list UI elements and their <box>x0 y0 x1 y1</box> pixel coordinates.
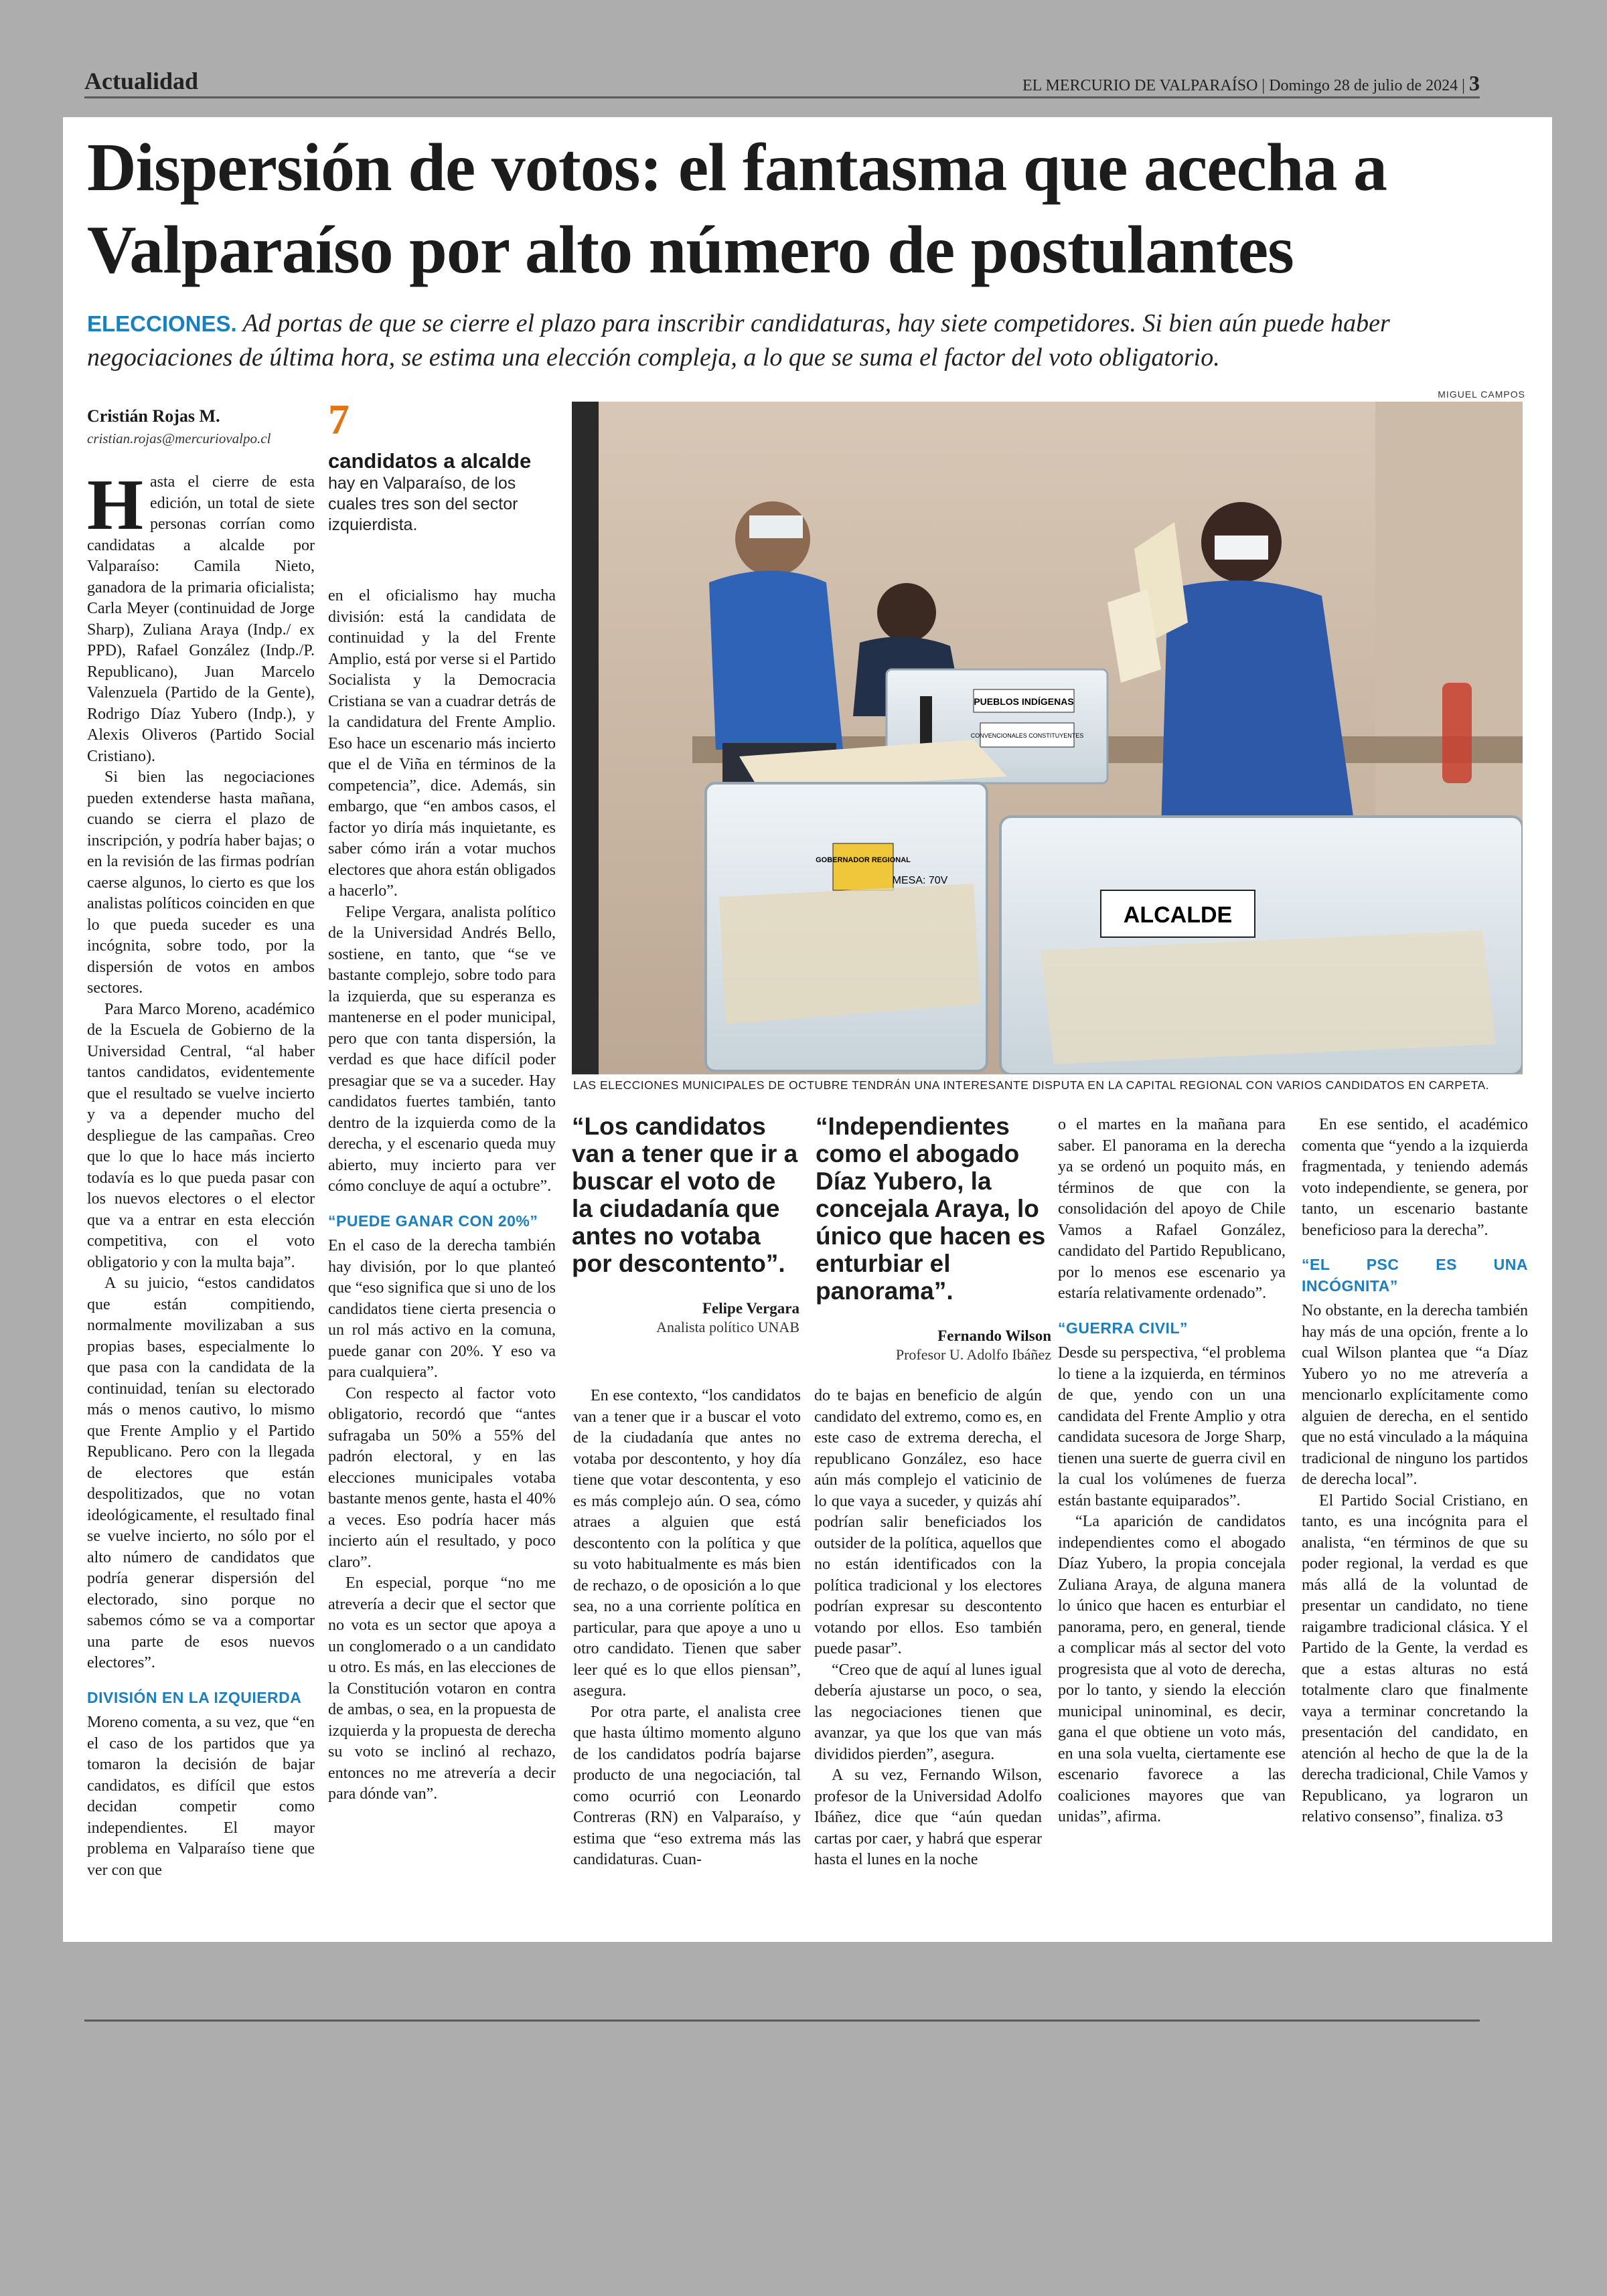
section-name: Actualidad <box>84 68 199 94</box>
paragraph: A su vez, Fernando Wilson, profesor de la Universidad Adolfo Ibáñez, dice que “aún quedan cartas por caer, y habrá que esperar hasta el lunes en la noche <box>814 1767 1042 1868</box>
pull-quote-2 <box>816 1113 1051 1364</box>
column-2 <box>328 586 556 1805</box>
paragraph: En especial, porque “no me atrevería a decir que el sector que no vota es un sector que apoya a un conglomerado o a un candidato u otro. Es más, en las elecciones de la Constitución votaron en contra de ambas, o sea, en la propuesta de izquierda y la propuesta de derecha su voto se inclinó al rechazo, entonces no me atrevería a decir para dónde van”. <box>328 1574 556 1803</box>
subhead: “PUEDE GANAR CON 20%” <box>328 1212 538 1230</box>
paragraph: Desde su perspectiva, “el problema lo tiene a la izquierda, en términos de que, yendo con un una candidata del Frente Amplio y otra candidata sucesora de Jorge Sharp, tienen una suerte de guerra civil en la cual los volúmenes de fuerza están bastante equiparados”. <box>1058 1344 1286 1509</box>
paragraph-text: asta el cierre de esta edición, un total de siete personas corrían como candidatas a alcalde por Valparaíso: Camila Nieto, ganadora de la primaria oficialista; Carla Meyer (continuidad de Jorge Sharp), Zuliana Araya (Indp./ ex PPD), Rafael González (Indp./P. Republicano), Juan Marcelo Valenzuela (Partido de la Gente), Rodrigo Díaz Yubero (Indp.), y Alexis Oliveros (Partido Social Cristiano). <box>87 473 315 765</box>
paragraph-text: El Partido Social Cristiano, en tanto, es una incógnita para el analista, “en términos de que su poder regional, la verdad es que más allá de la voluntad de presentar un candidato, no tiene raigambre tradicional clásica. Y el Partido de la Gente, la verdad es que a estas alturas no está totalmente claro que finalmente vaya a terminar concretando la presentación del candidato, en atención al hecho de que la de la derecha tradicional, Chile Vamos y Republicano, ya lograron un relativo consenso”, finaliza. <box>1302 1491 1528 1825</box>
bottom-rule <box>84 2020 1480 2022</box>
end-mark: ʊ3 <box>1484 1809 1504 1825</box>
column-5 <box>1058 1115 1286 1828</box>
quote-role: Profesor U. Adolfo Ibáñez <box>895 1346 1051 1363</box>
stat-label: candidatos a alcalde <box>328 449 532 473</box>
subhead: DIVISIÓN EN LA IZQUIERDA <box>87 1688 302 1706</box>
drop-cap: H <box>87 465 144 545</box>
paragraph: “Creo que de aquí al lunes igual debería ajustarse un poco, o sea, las negociaciones tienen que avanzar, ya que los que van más divididos pierden”, asegura. <box>814 1661 1042 1763</box>
paragraph: o el martes en la mañana para saber. El panorama en la derecha ya se ordenó un poquito más, en términos de que con la consolidación del apoyo de Chile Vamos a Rafael González, candidato del Partido Republicano, por lo menos ese escenario ya estaría relativamente ordenado”. <box>1058 1116 1286 1302</box>
paragraph: En ese sentido, el académico comenta que “yendo a la izquierda fragmentada, y teniendo además voto independiente, se genera, por tanto, un escenario bastante beneficioso para la derecha”. <box>1302 1116 1528 1239</box>
byline <box>87 406 308 447</box>
pull-quote-1 <box>572 1113 799 1336</box>
box-label-mesa: MESA: 70V <box>892 875 948 886</box>
paragraph: En ese contexto, “los candidatos van a tener que ir a buscar el voto de la ciudadanía que antes no votaba por descontento, y hoy día tiene que votar descontenta, y eso es más complejo aún. O sea, cómo atraes a alguien que está descontento con la política y que su voto habitualmente es más bien de rechazo, o de oposición a lo que sea, no a una corriente política en particular, para que apoye a uno u otro candidato. Tienen que saber leer qué es lo que ellos piensan”, asegura. <box>573 1387 801 1700</box>
paragraph: A su juicio, “estos candidatos que están compitiendo, normalmente movilizaban a sus propias bases, especialmente lo que pasa con la candidata de la continuidad, tenían su electorado más o menos cautivo, lo mismo que Frente Amplio y el Partido Republicano. Pero con la llegada de electores que están despolitizados, que no votan ideológicamente, el resultado final se vuelve incierto, no sólo por el alto número de candidatos que podría generar dispersión del electorado, sino porque no sabemos cómo se va a comportar una parte de esos nuevos electores”. <box>87 1275 315 1671</box>
box-label-alcalde: ALCALDE <box>1123 902 1233 928</box>
paragraph <box>87 465 315 767</box>
paragraph <box>1302 1491 1528 1828</box>
page-header <box>84 66 1480 98</box>
masthead <box>1022 71 1480 96</box>
subhead: “GUERRA CIVIL” <box>1058 1319 1188 1337</box>
author-email: cristian.rojas@mercuriovalpo.cl <box>87 430 271 446</box>
paragraph: Moreno comenta, a su vez, que “en el caso de los partidos que ya tomaron la decisión de bajar candidatos, es difícil que estos decidan competir como independientes. El mayor problema en Valparaíso tiene que ver con que <box>87 1714 315 1879</box>
column-1 <box>87 465 315 1881</box>
paragraph: En el caso de la derecha también hay división, por lo que planteó que “eso significa que si uno de los candidatos tiene cierta presencia o un rol más activo en la comuna, puede ganar con 20%. Y eso va para cualquiera”. <box>328 1237 556 1381</box>
quote-text: “Los candidatos van a tener que ir a buscar el voto de la ciudadanía que antes no votaba por descontento”. <box>572 1113 798 1277</box>
page-number: 3 <box>1469 71 1480 95</box>
lead-paragraph <box>87 307 1533 374</box>
lead-text: Ad portas de que se cierre el plazo para inscribir candidaturas, hay siete competidores. Si bien aún puede haber negociaciones de última hora, se estima una elección compleja, a lo que se suma el factor del voto obligatorio. <box>87 309 1390 372</box>
quote-text: “Independientes como el abogado Díaz Yubero, la concejala Araya, lo único que hacen es enturbiar el panorama”. <box>816 1113 1046 1305</box>
paragraph-text: do te bajas en beneficio de algún candidato del extremo, como es, en este caso de extrema derecha, el republicano González, eso hace aún más complejo el vaticinio de lo que vaya a suceder, y quizás ahí podrían salir beneficiados los outsider de la política, aquellos que no están identificados con la política tradicional y los electores podrían expresar su descontento votando por ellos. Eso también puede pasar”. <box>814 1387 1042 1657</box>
kicker: ELECCIONES. <box>87 311 237 336</box>
paragraph <box>814 1386 1042 1660</box>
quote-role: Analista político UNAB <box>656 1319 799 1335</box>
column-4 <box>814 1386 1042 1871</box>
stat-number: 7 <box>328 396 350 443</box>
paragraph: No obstante, en la derecha también hay más de una opción, frente a lo cual Wilson plantea que “a Díaz Yubero yo no me atrevería a mencionarlo explícitamente como alguien de derecha, en el sentido que no está vinculado a la máquina tradicional de ninguno los partidos de derecha local”. <box>1302 1302 1528 1488</box>
paragraph: en el oficialismo hay mucha división: está la candidata de continuidad y la del Frente Amplio, está por verse si el Partido Socialista y la Democracia Cristiana se van a cuadrar detrás de la candidatura del Frente Amplio. Eso hace un escenario más incierto que el de Viña en términos de la competencia”, dice. Además, sin embargo, que “en ambos casos, el factor yo diría más inquietante, es saber cómo irán a votar muchos electores que ahora están obligados a hacerlo”. <box>328 587 556 900</box>
paragraph: Con respecto al factor voto obligatorio, recordó que “antes sufragaba un 50% a 55% del padrón electoral, y en las elecciones municipales votaba bastante menos gente, hasta el 40% a veces. Eso podría hacer más incierto aún el resultado, y poco claro”. <box>328 1384 556 1571</box>
column-6 <box>1302 1115 1528 1828</box>
box-label-convencionales: CONVENCIONALES CONSTITUYENTES <box>970 732 1084 739</box>
paragraph: Por otra parte, el analista cree que hasta último momento alguno de los candidatos podría bajarse producto de una negociación, tal como ocurrió con Leonardo Contreras (RN) en Valparaíso, y estima que “eso extrema más las candidaturas. Cuan- <box>573 1703 801 1868</box>
photo-illustration <box>572 402 1523 1074</box>
photo-credit: MIGUEL CAMPOS <box>1438 389 1525 400</box>
stat-text: hay en Valparaíso, de los cuales tres son del sector izquierdista. <box>328 474 518 534</box>
box-label-gobernador: GOBERNADOR REGIONAL <box>816 856 911 864</box>
paragraph: Si bien las negociaciones pueden extenderse hasta mañana, cuando se cierra el plazo de inscripción, y podría haber bajas; o en la revisión de las firmas podrían caerse algunos, lo cierto es que los analistas políticos coinciden en que lo que pueda suceder es una incógnita, sobre todo, por la dispersión de votos en ambos sectores. <box>87 768 315 997</box>
headline: Dispersión de votos: el fantasma que acecha a Valparaíso por alto número de postulantes <box>87 130 1387 288</box>
subhead: “EL PSC ES UNA INCÓGNITA” <box>1302 1256 1528 1295</box>
quote-author: Fernando Wilson <box>937 1327 1051 1344</box>
paragraph: Para Marco Moreno, académico de la Escuela de Gobierno de la Universidad Central, “al haber tantos candidatos, evidentemente que el resultado se vuelve incierto y va a depender mucho del despliegue de las campañas. Creo que lo que lo hace más incierto todavía es lo que pueda pasar con los nuevos electores o el elector que va a entrar en esta elección competitiva, con el voto obligatorio y con la multa baja”. <box>87 1000 315 1271</box>
column-3 <box>573 1386 801 1871</box>
paragraph: Felipe Vergara, analista político de la Universidad Andrés Bello, sostiene, en tanto, que “se ve bastante complejo, sobre todo para la izquierda, que su esperanza es mantenerse en el poder municipal, pero que con tanta dispersión, la verdad es que hace difícil poder presagiar que se va a suceder. Hay candidatos fuertes también, tanto dentro de la izquierda como de la derecha, y el escenario queda muy abierto, muy incierto para ver cómo concluye de aquí a octubre”. <box>328 903 556 1195</box>
paragraph: “La aparición de candidatos independientes como el abogado Díaz Yubero, la propia concejala Zuliana Araya, de alguna manera lo único que hacen es enturbiar el panorama, pero, en general, tiende a complicar más al sector del voto progresista que al voto de derecha, por lo tanto, y siendo la elección municipal uninominal, es decir, gana el que obtiene un voto más, en una sola vuelta, ciertamente ese escenario favorece a las coaliciones mayores que van unidas”, afirma. <box>1058 1513 1286 1825</box>
quote-author: Felipe Vergara <box>702 1300 799 1317</box>
author-name: Cristián Rojas M. <box>87 406 220 426</box>
masthead-text: EL MERCURIO DE VALPARAÍSO | Domingo 28 de julio de 2024 | <box>1022 77 1465 94</box>
box-label-pueblos: PUEBLOS INDÍGENAS <box>974 696 1074 707</box>
newspaper-page <box>63 117 1552 1942</box>
photo-caption: LAS ELECCIONES MUNICIPALES DE OCTUBRE TENDRÁN UNA INTERESANTE DISPUTA EN LA CAPITAL REGIONAL CON VARIOS CANDIDATOS EN CARPETA. <box>573 1078 1489 1092</box>
photo <box>572 402 1523 1074</box>
stat-box <box>328 398 565 536</box>
